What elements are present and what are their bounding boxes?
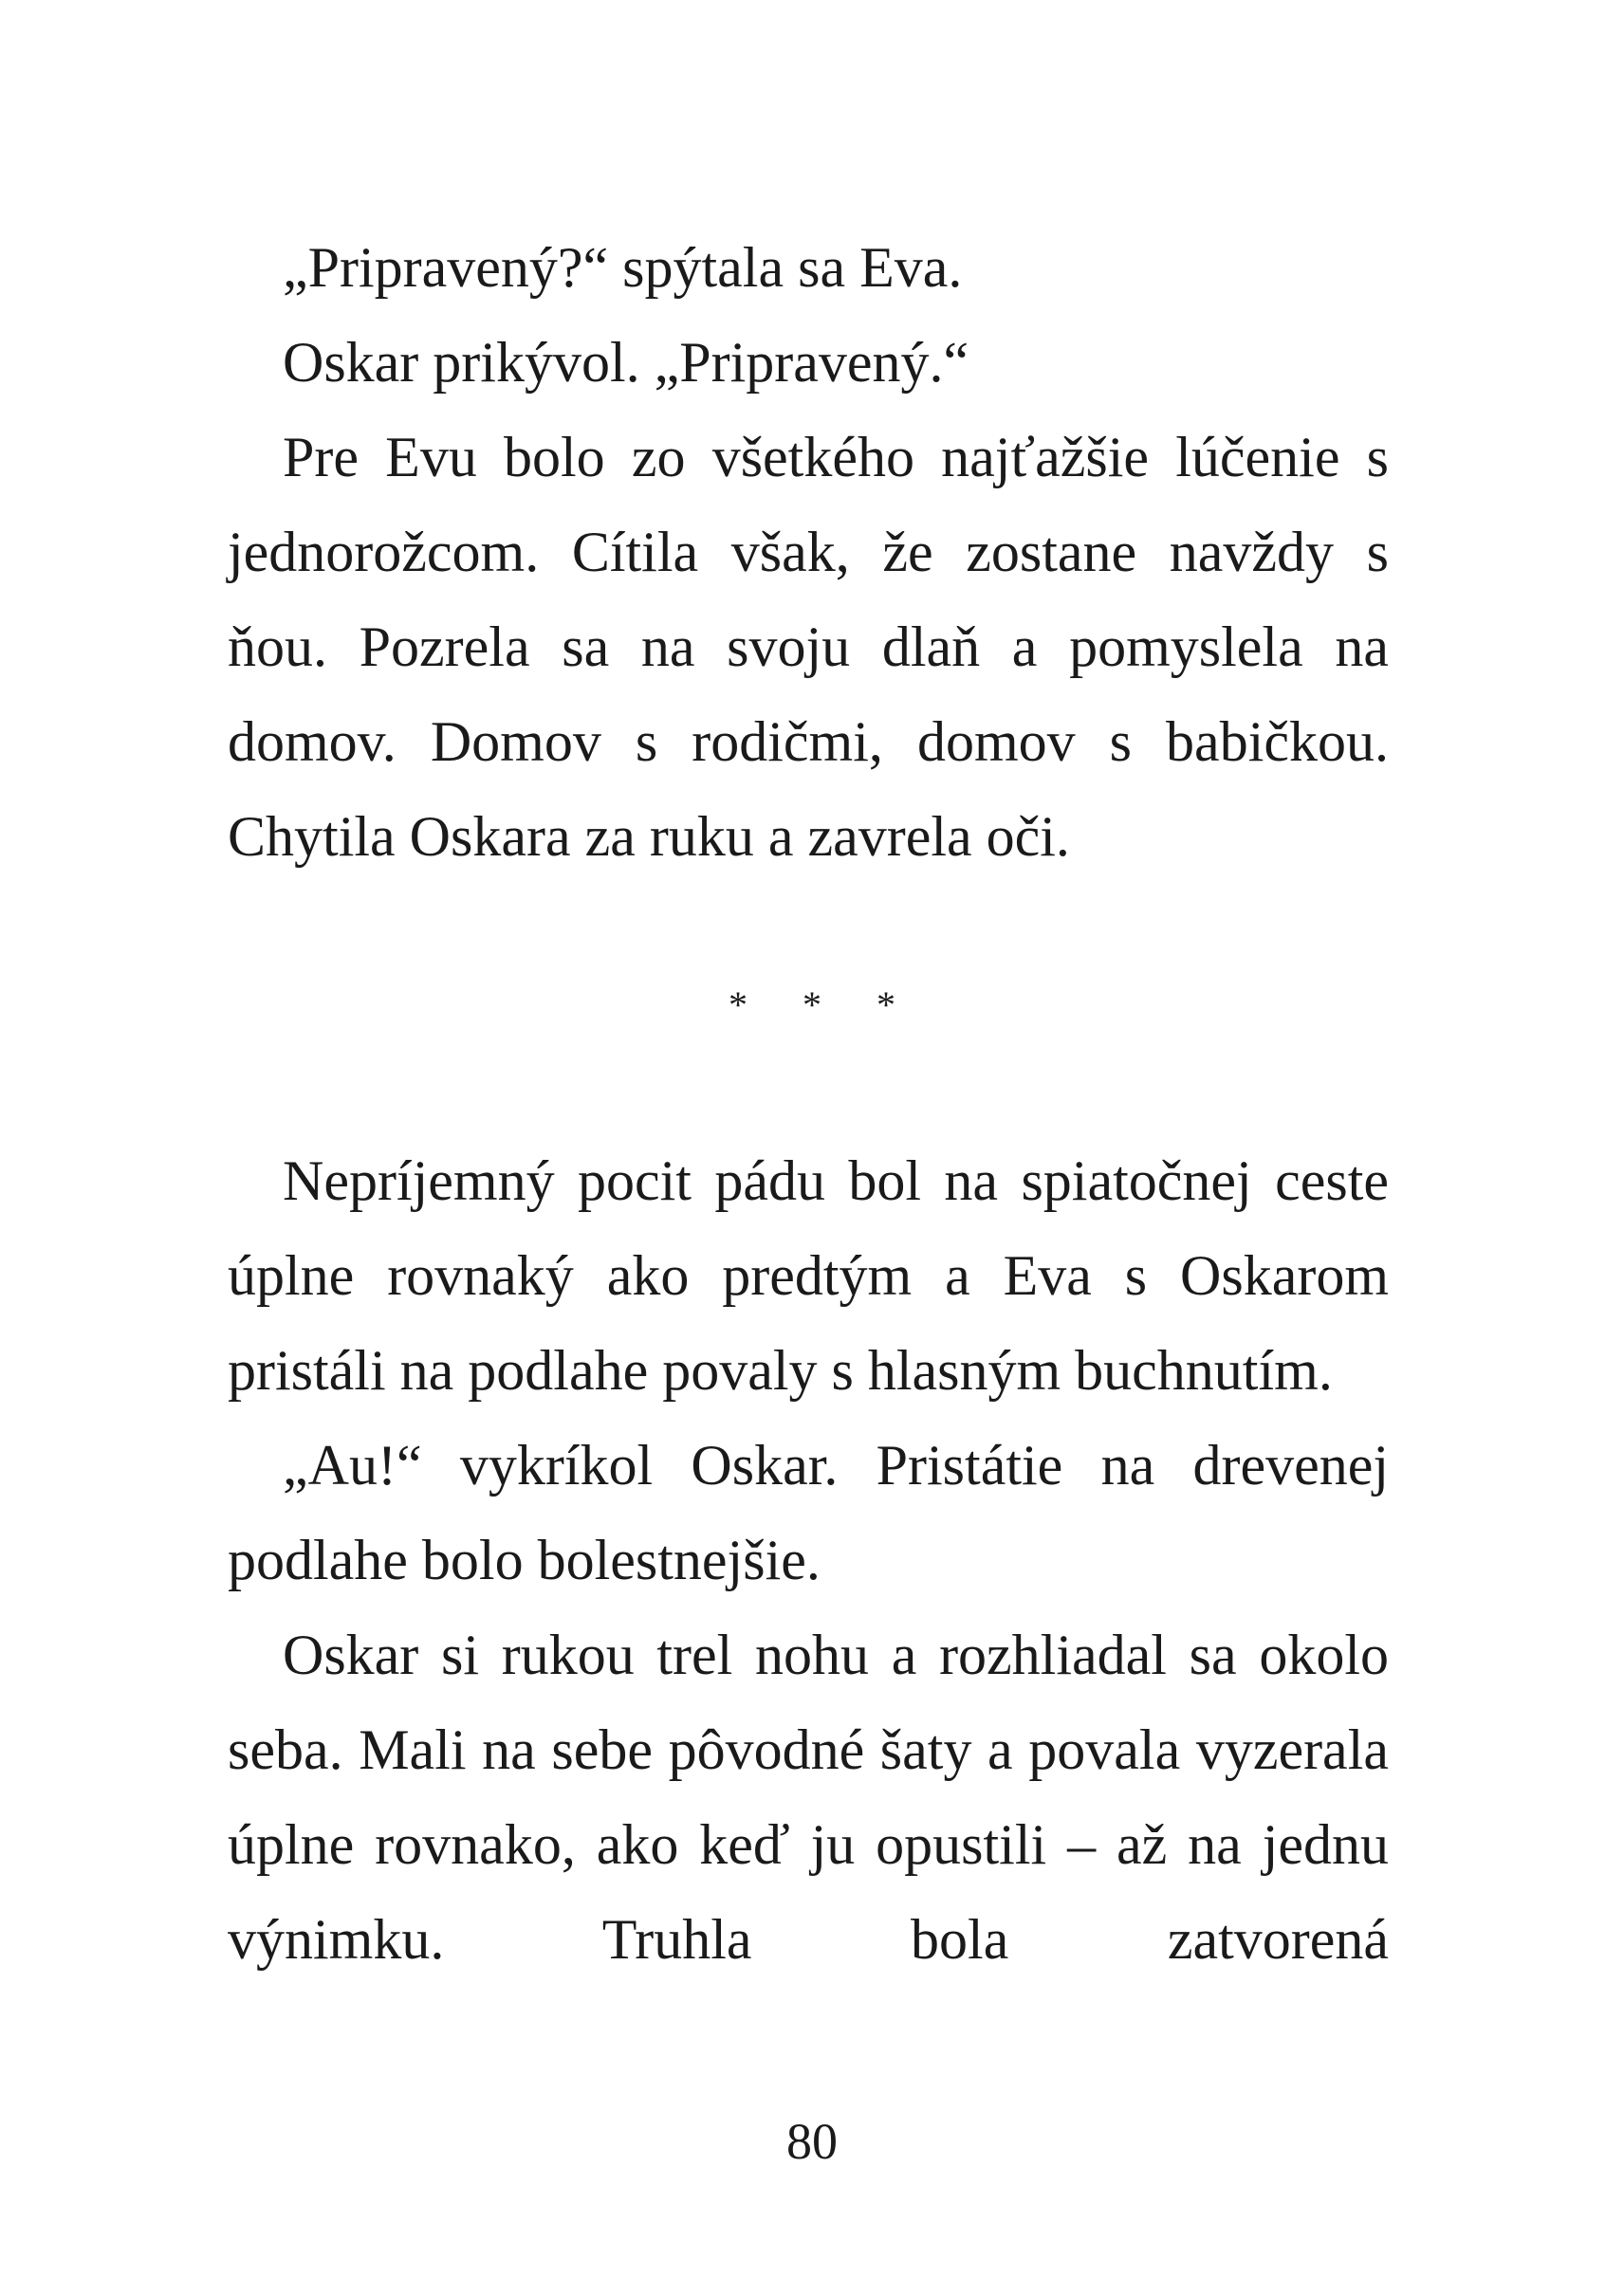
paragraph: „Au!“ vykríkol Oskar. Pristátie na drevenej podlahe bolo bolestnejšie. xyxy=(228,1434,1389,1591)
text-section-2 xyxy=(228,1133,1389,1987)
page-number: 80 xyxy=(786,2113,838,2170)
section-separator: * * * xyxy=(729,983,918,1026)
paragraph: Nepríjemný pocit pádu bol na spiatočnej ceste úplne rovnaký ako predtým a Eva s Oskarom pristáli na podlahe povaly s hlasným buchnutím. xyxy=(228,1149,1389,1402)
paragraph: Oskar si rukou trel nohu a rozhliadal sa okolo seba. Mali na sebe pôvodné šaty a povala vyzerala úplne rovnako, ako keď ju opustili – až na jednu výnimku. Truhla bola zatvorená xyxy=(228,1624,1389,1971)
paragraph: „Pripravený?“ spýtala sa Eva. xyxy=(283,236,963,299)
paragraph: Oskar prikývol. „Pripravený.“ xyxy=(283,331,969,394)
text-section-1 xyxy=(228,220,1389,884)
paragraph: Pre Evu bolo zo všetkého najťažšie lúčenie s jednorožcom. Cítila však, že zostane navždy s ňou. Pozrela sa na svoju dlaň a pomyslela na domov. Domov s rodičmi, domov s babičkou. Chytila Oskara za ruku a zavrela oči. xyxy=(228,426,1389,868)
